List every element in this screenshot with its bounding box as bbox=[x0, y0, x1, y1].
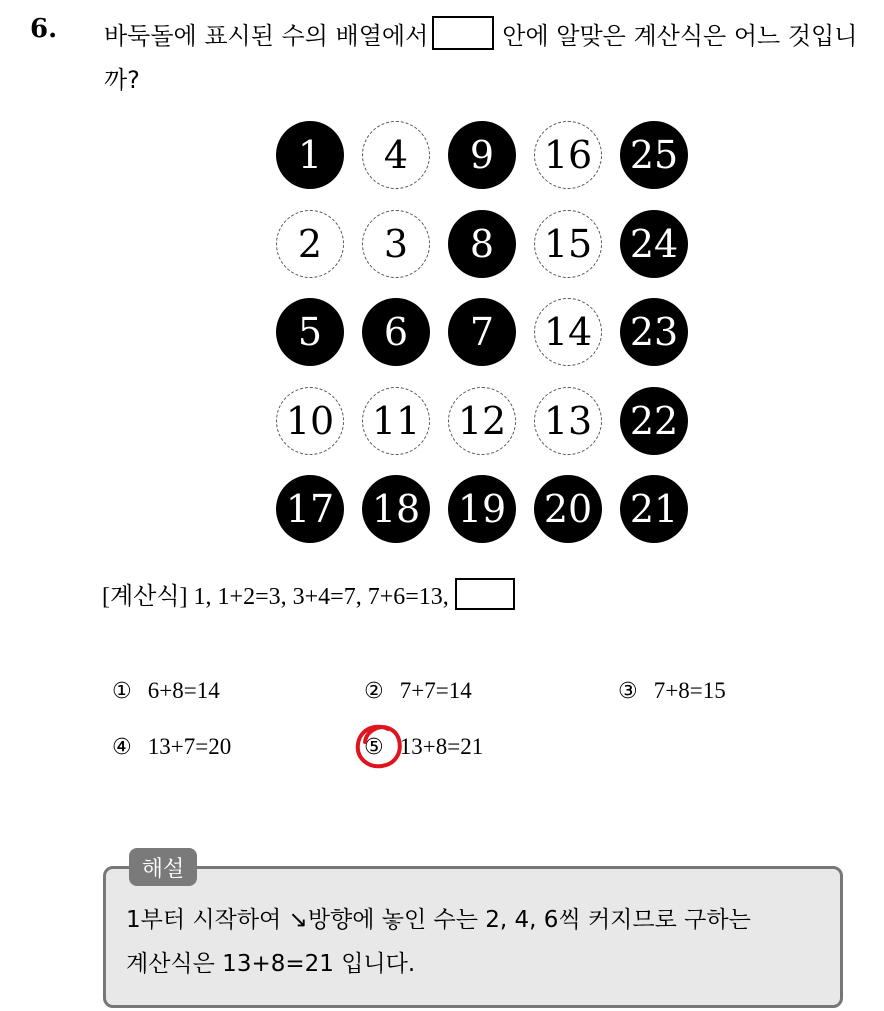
question-text bbox=[104, 14, 864, 102]
choice-2-mark: ② bbox=[364, 679, 384, 704]
commentary-label: 해설 bbox=[129, 848, 197, 886]
stone-17: 17 bbox=[276, 475, 344, 543]
stone-12: 12 bbox=[448, 387, 516, 455]
choice-3-text: 7+8=15 bbox=[653, 678, 726, 703]
stone-9: 9 bbox=[448, 121, 516, 189]
formula-blank-box bbox=[455, 578, 515, 610]
commentary-line-1: 1부터 시작하여 ↘방향에 놓인 수는 2, 4, 6씩 커지므로 구하는 bbox=[126, 907, 751, 933]
stone-16: 16 bbox=[534, 121, 602, 189]
choice-4[interactable] bbox=[112, 732, 231, 763]
stone-15: 15 bbox=[534, 210, 602, 278]
formula-label: [계산식] bbox=[102, 584, 188, 610]
stone-11: 11 bbox=[362, 387, 430, 455]
question-blank-box bbox=[432, 16, 494, 50]
stone-10: 10 bbox=[276, 387, 344, 455]
choice-5-text: 13+8=21 bbox=[399, 734, 484, 759]
stone-5: 5 bbox=[276, 298, 344, 366]
stone-22: 22 bbox=[620, 387, 688, 455]
stone-1: 1 bbox=[276, 121, 344, 189]
stone-8: 8 bbox=[448, 210, 516, 278]
stone-25: 25 bbox=[620, 121, 688, 189]
choice-2-text: 7+7=14 bbox=[399, 678, 472, 703]
stone-20: 20 bbox=[534, 475, 602, 543]
question-number: 6. bbox=[30, 14, 58, 44]
choice-5-mark: ⑤ bbox=[364, 735, 384, 760]
stone-7: 7 bbox=[448, 298, 516, 366]
commentary-text bbox=[126, 898, 826, 986]
choice-2[interactable] bbox=[364, 676, 472, 707]
stone-24: 24 bbox=[620, 210, 688, 278]
stone-23: 23 bbox=[620, 298, 688, 366]
stone-18: 18 bbox=[362, 475, 430, 543]
stone-14: 14 bbox=[534, 298, 602, 366]
question-text-before: 바둑돌에 표시된 수의 배열에서 bbox=[104, 22, 429, 50]
stone-3: 3 bbox=[362, 210, 430, 278]
stone-13: 13 bbox=[534, 387, 602, 455]
stone-21: 21 bbox=[620, 475, 688, 543]
answer-circle-icon bbox=[352, 720, 406, 772]
stone-2: 2 bbox=[276, 210, 344, 278]
formula-sequence: 1, 1+2=3, 3+4=7, 7+6=13, bbox=[193, 584, 449, 610]
question-text-after: 안에 알맞은 계산식은 어느 것입니까? bbox=[104, 22, 858, 94]
choice-1-mark: ① bbox=[112, 679, 132, 704]
formula-line bbox=[102, 578, 515, 614]
choice-3-mark: ③ bbox=[618, 679, 638, 704]
choice-3[interactable] bbox=[618, 676, 726, 707]
commentary-line-2: 계산식은 13+8=21 입니다. bbox=[126, 951, 416, 977]
stone-19: 19 bbox=[448, 475, 516, 543]
choice-1-text: 6+8=14 bbox=[147, 678, 220, 703]
choice-1[interactable] bbox=[112, 676, 220, 707]
stone-6: 6 bbox=[362, 298, 430, 366]
stone-4: 4 bbox=[362, 121, 430, 189]
choice-4-mark: ④ bbox=[112, 735, 132, 760]
choice-4-text: 13+7=20 bbox=[147, 734, 232, 759]
